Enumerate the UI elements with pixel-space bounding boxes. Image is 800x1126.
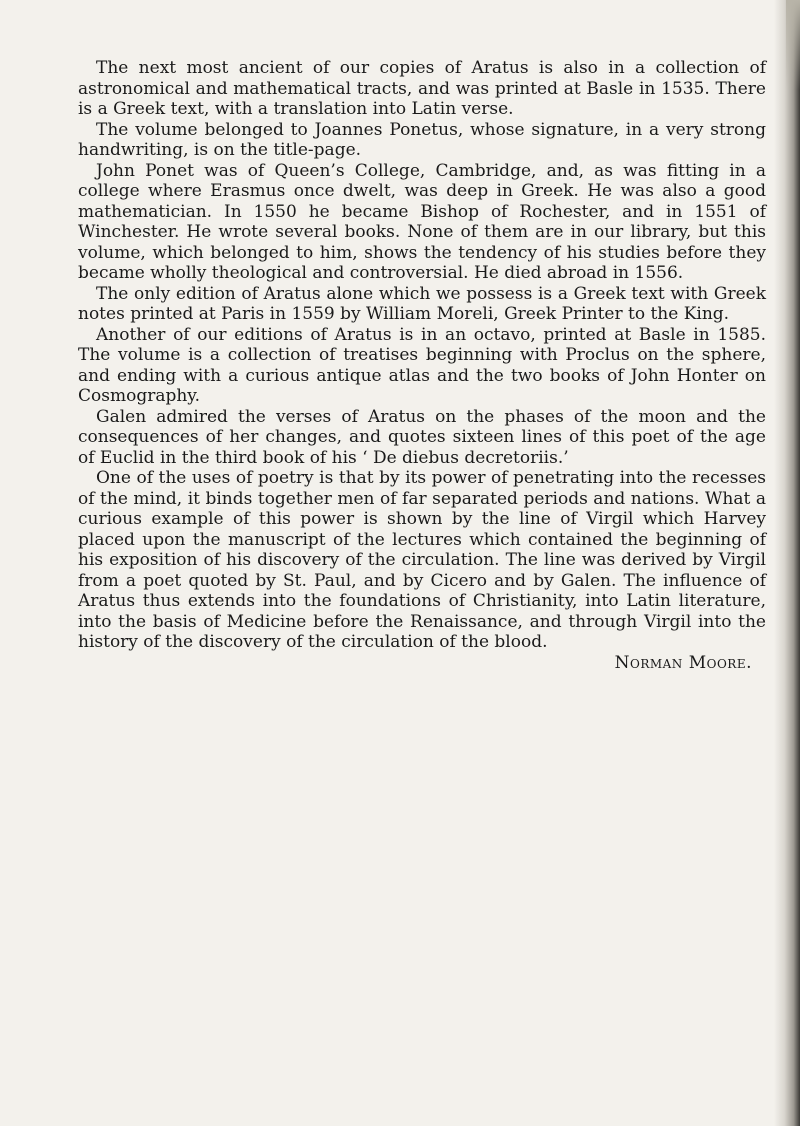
page-edge-top-shadow [786, 0, 800, 90]
paragraph-5: Another of our editions of Aratus is in an octavo, printed at Basle in 1585. The volume is a collection of treatises beginning with Proclus on the sphere, and ending with a curious antique atlas and the two books of John Honter on Cosmography. [78, 324, 766, 406]
paragraph-2: The volume belonged to Joannes Ponetus, whose signature, in a very strong handwriting, is on the title-page. [78, 119, 766, 160]
paragraph-4: The only edition of Aratus alone which we possess is a Greek text with Greek notes printed at Paris in 1559 by William Moreli, Greek Printer to the King. [78, 283, 766, 324]
paragraph-1: The next most ancient of our copies of Aratus is also in a collection of astronomical and mathematical tracts, and was printed at Basle in 1535. There is a Greek text, with a translation into Latin verse. [78, 58, 766, 119]
paragraph-7: One of the uses of poetry is that by its power of penetrating into the recesses of the mind, it binds together men of far separated periods and nations. What a curious example of this power is shown by the line of Virgil which Harvey placed upon the manuscript of the lectures which contained the beginning of his exposition of his discovery of the circulation. The line was derived by Virgil from a poet quoted by St. Paul, and by Cicero and by Galen. The influence of Aratus thus extends into the foundations of Christianity, into Latin literature, into the basis of Medicine before the Renaissance, and through Virgil into the history of the discovery of the circulation of the blood. [78, 468, 766, 652]
paragraph-6: Galen admired the verses of Aratus on the phases of the moon and the consequences of her changes, and quotes sixteen lines of this poet of the age of Euclid in the third book of his ‘ De diebus decretoriis.’ [78, 406, 766, 468]
page-edge-shadow [774, 0, 800, 1126]
paragraph-3: John Ponet was of Queen’s College, Cambridge, and, as was fitting in a college where Erasmus once dwelt, was deep in Greek. He was also a good mathematician. In 1550 he became Bishop of Rochester, and in 1551 of Winchester. He wrote several books. None of them are in our library, but this volume, which belonged to him, shows the tendency of his studies before they became wholly theological and controversial. He died abroad in 1556. [78, 160, 766, 283]
author-signature: Norman Moore. [614, 652, 752, 673]
text-block [78, 58, 766, 673]
